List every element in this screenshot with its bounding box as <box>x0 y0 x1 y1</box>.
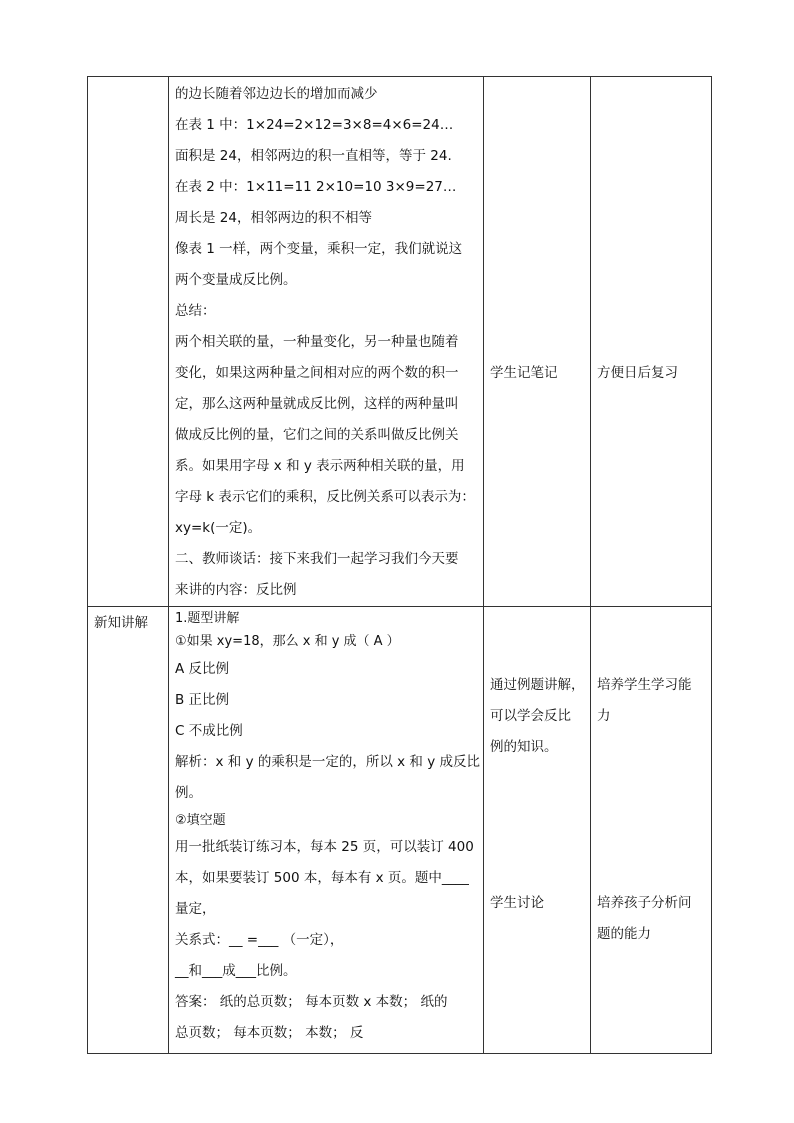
content-line: C 不成比例 <box>175 723 243 739</box>
purpose-line: 力 <box>597 708 611 724</box>
content-line: 字母 k 表示它们的乘积，反比例关系可以表示为： <box>175 489 475 505</box>
example-explanation-text <box>490 670 585 763</box>
content-line: 面积是 24，相邻两边的积一直相等，等于 24. <box>175 148 452 164</box>
review-purpose-text: 方便日后复习 <box>597 365 678 381</box>
content-line: 在表 1 中：1×24=2×12=3×8=4×6=24… <box>175 117 454 133</box>
row2-label-cell <box>88 607 169 1054</box>
table-row <box>88 607 712 1054</box>
student-discussion-text: 学生讨论 <box>490 895 544 911</box>
activity-line: 可以学会反比 <box>490 708 571 724</box>
content-line: 来讲的内容：反比例 <box>175 582 297 598</box>
activity-line: 例的知识。 <box>490 739 558 755</box>
content-line: 答案： 纸的总页数； 每本页数 x 本数； 纸的 <box>175 994 448 1010</box>
content-line: 总结： <box>175 303 216 319</box>
row1-purpose-cell <box>591 77 712 607</box>
activity-line: 通过例题讲解， <box>490 677 585 693</box>
content-line: 解析：x 和 y 的乘积是一定的，所以 x 和 y 成反比 <box>175 754 480 770</box>
content-line: 定，那么这两种量就成反比例，这样的两种量叫 <box>175 396 459 412</box>
row1-content-cell <box>169 77 484 607</box>
content-line: ①如果 xy=18，那么 x 和 y 成（ A ） <box>175 634 400 649</box>
purpose-line: 培养孩子分析问 <box>597 895 692 911</box>
content-line: 二、教师谈话：接下来我们一起学习我们今天要 <box>175 551 459 567</box>
content-line: __和___成___比例。 <box>175 963 297 979</box>
purpose-line: 培养学生学习能 <box>597 677 692 693</box>
content-line: 例。 <box>175 785 202 801</box>
table-row <box>88 77 712 607</box>
content-line: 两个相关联的量，一种量变化，另一种量也随着 <box>175 334 459 350</box>
student-notes-text: 学生记笔记 <box>490 365 558 381</box>
row2-label: 新知讲解 <box>94 615 148 631</box>
content-line: 用一批纸装订练习本，每本 25 页，可以装订 400 <box>175 839 474 855</box>
content-line: 变化，如果这两种量之间相对应的两个数的积一 <box>175 365 459 381</box>
content-line: 像表 1 一样，两个变量，乘积一定，我们就说这 <box>175 241 463 257</box>
purpose-line: 题的能力 <box>597 926 651 942</box>
content-line: 周长是 24，相邻两边的积不相等 <box>175 210 372 226</box>
content-line: 在表 2 中：1×11=11 2×10=10 3×9=27… <box>175 179 457 195</box>
content-line: 做成反比例的量，它们之间的关系叫做反比例关 <box>175 427 459 443</box>
content-line: 总页数； 每本页数； 本数； 反 <box>175 1025 364 1041</box>
row1-student-activity-cell <box>484 77 591 607</box>
content-line: 的边长随着邻边边长的增加而减少 <box>175 86 378 102</box>
row2-student-activity-cell <box>484 607 591 1054</box>
content-line: 系。如果用字母 x 和 y 表示两种相关联的量，用 <box>175 458 465 474</box>
content-line: B 正比例 <box>175 692 230 708</box>
content-line: A 反比例 <box>175 661 230 677</box>
content-line: 1.题型讲解 <box>175 611 240 626</box>
content-line: 两个变量成反比例。 <box>175 272 297 288</box>
row2-purpose-cell <box>591 607 712 1054</box>
row1-label-cell <box>88 77 169 607</box>
content-line: ②填空题 <box>175 813 226 828</box>
content-line: 量定， <box>175 901 216 917</box>
content-line: 关系式：__ =___ （一定）， <box>175 932 344 948</box>
row2-content-cell <box>169 607 484 1054</box>
content-line: xy=k(一定)。 <box>175 520 262 536</box>
learning-ability-purpose <box>597 670 692 732</box>
content-line: 本，如果要装订 500 本，每本有 x 页。题中____ <box>175 870 469 886</box>
lesson-plan-table <box>87 76 712 1054</box>
analysis-ability-purpose <box>597 888 692 950</box>
